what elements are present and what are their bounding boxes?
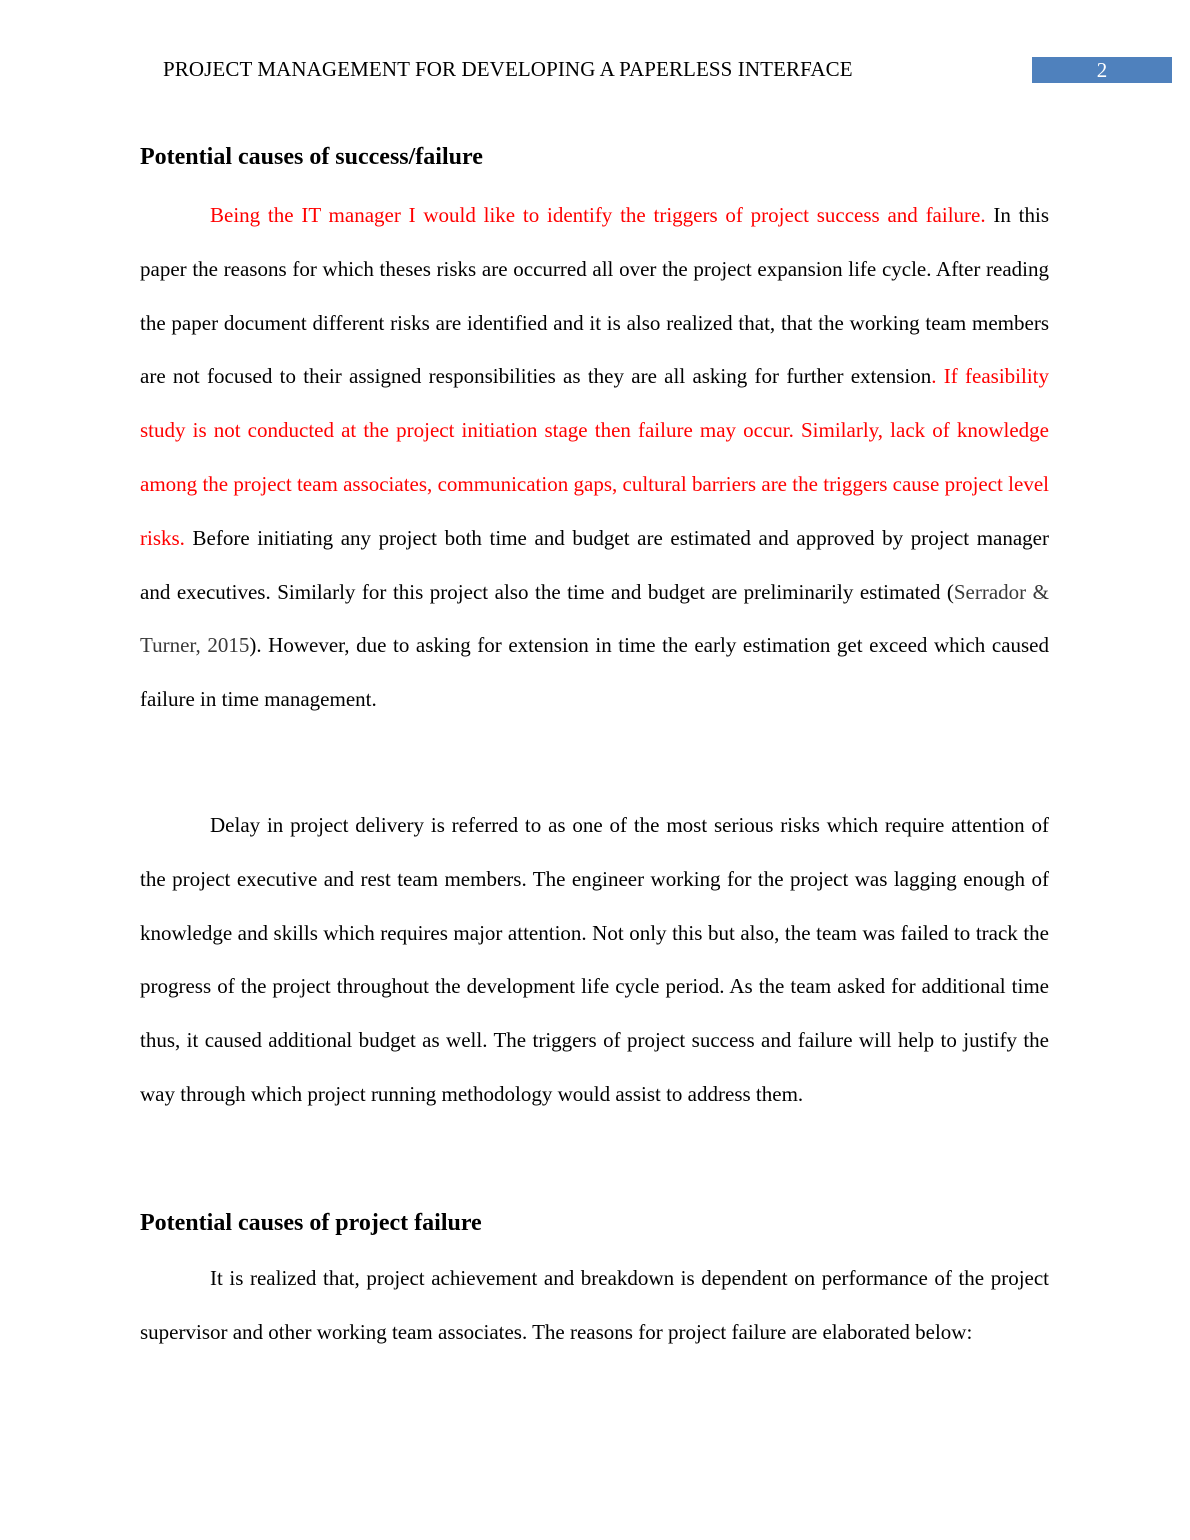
running-header-title: PROJECT MANAGEMENT FOR DEVELOPING A PAPERLESS INTERFACE (163, 57, 853, 81)
body-text: ). However, due to asking for extension in time the early estimation get exceed which caused failure in time management. (140, 633, 1050, 712)
citation: Serrador & Turner, 2015 (140, 579, 1050, 658)
body-text: Before initiating any project both time and budget are estimated and approved by project manager and executives. Similarly for this project also the time and budget are preliminarily estimated ( (140, 525, 1049, 604)
section-heading-success-failure: Potential causes of success/failure (140, 144, 483, 170)
page-number-badge: 2 (1032, 57, 1172, 83)
body-text: In this paper the reasons for which theses risks are occurred all over the project expansion life cycle. After reading the paper document different risks are identified and it is also realized that, that the working team members are not focused to their assigned responsibilities as they are all asking for further extension (140, 203, 1049, 389)
highlighted-sentence: . If feasibility study is not conducted at the project initiation stage then failure may occur. Similarly, lack of knowledge among the project team associates, communication gaps, cultural barriers are the triggers cause project level risks. (140, 364, 1049, 550)
highlighted-sentence: Being the IT manager I would like to identify the triggers of project success and failure. (210, 203, 986, 227)
paragraph-triggers (140, 189, 1049, 727)
paragraph-delay: Delay in project delivery is referred to as one of the most serious risks which require attention of the project executive and rest team members. The engineer working for the project was lagging enough of knowledge and skills which requires major attention. Not only this but also, the team was failed to track the progress of the project throughout the development life cycle period. As the team asked for additional time thus, it caused additional budget as well. The triggers of project success and failure will help to justify the way through which project running methodology would assist to address them. (140, 813, 1049, 1106)
section-heading-project-failure: Potential causes of project failure (140, 1210, 482, 1236)
paragraph-failure-reasons: It is realized that, project achievement and breakdown is dependent on performance of the project supervisor and other working team associates. The reasons for project failure are elaborated below: (140, 1266, 1049, 1344)
